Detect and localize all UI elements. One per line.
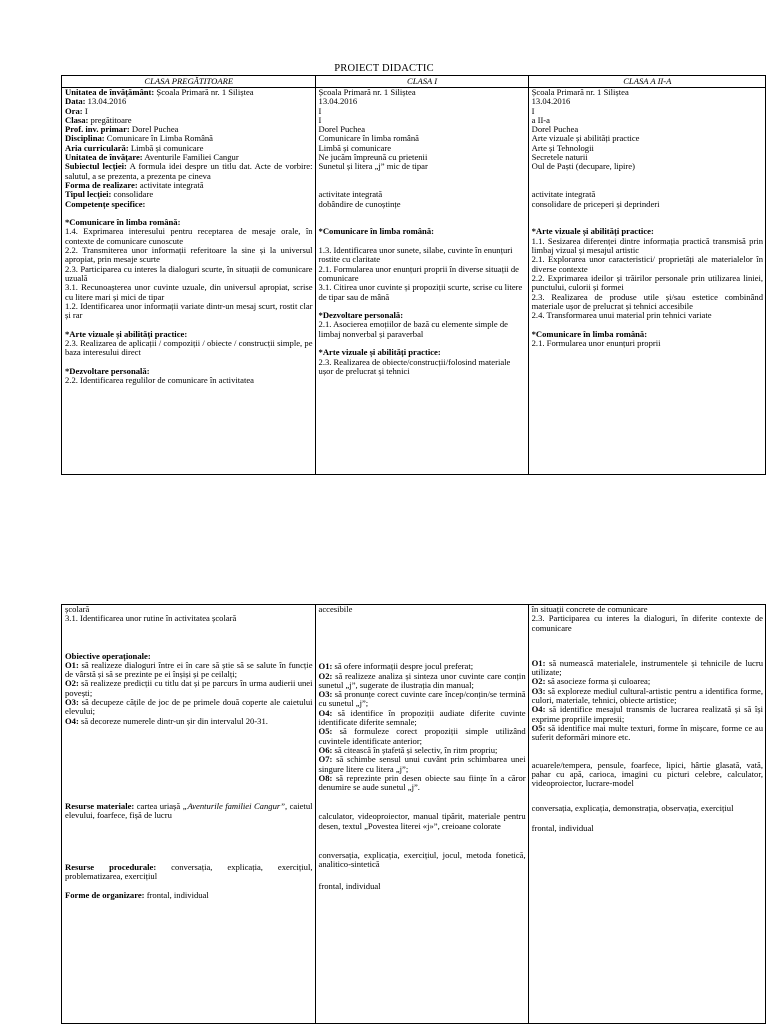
field-value: 2.2. Identificarea regulilor de comunicare în activitatea <box>65 375 254 386</box>
field-line: activitate integrată <box>318 189 383 200</box>
objective-text: să exploreze mediul cultural-artistic pentru a identifica forme, culori, materiale, tehnici, obiecte artistice; <box>531 685 763 706</box>
objective-key: O4: <box>318 707 333 718</box>
field-line: Secretele naturii <box>531 152 588 163</box>
field-line: *Arte vizuale și abilități practice: <box>318 347 441 358</box>
field-value: I <box>82 105 88 116</box>
objective-item <box>65 661 313 680</box>
field-line <box>65 376 313 385</box>
field-label: *Arte vizuale și abilități practice: <box>65 328 188 339</box>
objective-text: să citească în ștafetă și selectiv, în ritm propriu; <box>332 744 498 755</box>
objective-item <box>532 687 763 706</box>
objective-text: să schimbe sensul unui cuvânt prin schimbarea unei singure litere cu litera „j”; <box>318 754 526 774</box>
field-label: Data: <box>65 96 86 107</box>
resources-procedural: conversația, explicația, demonstrația, observația, exercițiul <box>531 803 734 814</box>
field-line: Arte și Tehnologii <box>531 142 594 153</box>
resources-procedural: Resurse procedurale: conversația, explicația, exercițiul, problematizarea, exercițiul <box>65 861 313 881</box>
resources-materials: Resurse materiale: cartea uriașă „Aventurile familiei Cangur”, caietul elevului, foarfece, fișă de lucru <box>65 800 313 821</box>
header-clasa-2: CLASA A II-A <box>528 76 765 88</box>
objective-item <box>319 690 526 709</box>
objective-key: O2: <box>65 678 79 689</box>
objective-text: să identifice mesajul transmis de lucrarea realizată și să își exprime propriile impresii; <box>531 704 763 724</box>
field-line <box>65 302 313 321</box>
objective-key: O3: <box>65 697 79 708</box>
cont-line: 2.3. Participarea cu interes la dialoguri, în diferite contexte de comunicare <box>531 613 763 633</box>
column-clasa-1 <box>315 88 528 475</box>
field-label: *Comunicare în limba română: <box>65 217 181 228</box>
lesson-table-bottom <box>61 604 766 1024</box>
field-line: Arte vizuale și abilități practice <box>531 133 640 144</box>
objective-item <box>319 672 526 691</box>
header-clasa-1: CLASA I <box>315 76 528 88</box>
field-value: 1.2. Identificarea unor informații variate dintr-un mesaj scurt, rostit clar și rar <box>65 300 313 321</box>
objective-key: O1: <box>65 659 79 670</box>
page-title: PROIECT DIDACTIC <box>334 63 434 74</box>
cont-line: accesibile <box>318 604 353 614</box>
field-value: Limbă și comunicare <box>128 142 204 153</box>
objective-item <box>319 727 526 746</box>
column-clasa-2-cont <box>528 605 765 1024</box>
field-label: Tipul lecției: <box>65 189 112 200</box>
field-line: 2.4. Transformarea unui material prin tehnici variate <box>531 310 712 321</box>
field-line: 1.3. Identificarea unor sunete, silabe, cuvinte în enunțuri rostite cu claritate <box>318 245 513 265</box>
field-label: Forma de realizare: <box>65 179 138 190</box>
column-pregatitoare-cont <box>62 605 316 1024</box>
field-line: dobândire de cunoștințe <box>318 198 401 209</box>
objective-key: O5: <box>318 726 333 737</box>
field-line: *Dezvoltare personală: <box>318 310 404 321</box>
field-value: 3.1. Recunoașterea unor cuvinte uzuale, din universul apropiat, scrise cu litere mari și mici de tipar <box>65 282 313 302</box>
objective-item <box>65 698 313 717</box>
field-value: pregătitoare <box>88 114 132 125</box>
organization-forms: frontal, individual <box>318 880 381 891</box>
field-line: Comunicare în limba română <box>318 133 419 144</box>
field-line: 2.3. Realizarea de obiecte/construcții/folosind materiale ușor de prelucrat și tehnici <box>318 356 511 376</box>
field-line: Oul de Paști (decupare, lipire) <box>531 161 635 172</box>
field-line <box>65 283 313 302</box>
field-line <box>65 265 313 284</box>
field-line <box>532 172 763 181</box>
organization-forms: Forme de organizare: frontal, individual <box>65 890 209 901</box>
field-line: Ne jucăm împreună cu prietenii <box>318 152 428 163</box>
field-label: Subiectul lecției: <box>65 161 127 172</box>
field-line: 2.1. Formularea unor enunțuri proprii <box>531 338 661 349</box>
field-value: 13.04.2016 <box>85 96 127 107</box>
field-label: Unitatea de învățământ: <box>65 87 155 97</box>
field-line: 13.04.2016 <box>531 96 571 107</box>
field-line: I <box>318 105 322 116</box>
objective-key: O4: <box>531 704 546 715</box>
field-line: Dorel Puchea <box>318 124 366 135</box>
objective-text: să reprezinte prin desen obiecte sau ființe în a căror denumire se aude sunetul „j”. <box>318 772 526 793</box>
field-line: 2.1. Explorarea unor caracteristici/ proprietăți ale materialelor în diverse contexte <box>531 254 763 274</box>
field-line: Limbă și comunicare <box>318 142 392 153</box>
field-label: Aria curriculară: <box>65 142 129 153</box>
field-line: I <box>531 105 535 116</box>
objective-key: O2: <box>318 670 333 681</box>
field-line: 1.1. Sesizarea diferenței dintre informația practică transmisă prin limbaj vizual și mesajul artistic <box>531 235 763 256</box>
objectives-list <box>319 662 526 792</box>
field-value: activitate integrată <box>137 179 204 190</box>
field-value: Comunicare în Limba Română <box>104 133 213 144</box>
column-clasa-1-cont <box>315 605 528 1024</box>
field-value: A formula idei despre un titlu dat. Acte de vorbire: salutul, a se prezenta, a prezenta pe cineva <box>65 161 313 181</box>
field-value: 2.2. Transmiterea unor informații referitoare la sine și la universul apropiat, prin mesaje scurte <box>65 245 313 265</box>
objective-text: să decoreze numerele dintr-un șir din intervalul 20-31. <box>78 715 268 726</box>
organization-forms: frontal, individual <box>531 822 594 833</box>
field-line: Dorel Puchea <box>531 124 579 135</box>
objective-key: O7: <box>318 754 333 765</box>
objective-key: O3: <box>531 685 546 696</box>
objectives-list <box>65 661 313 726</box>
field-line <box>532 209 763 218</box>
objective-item <box>65 717 313 726</box>
field-label: Prof. inv. primar: <box>65 124 130 135</box>
field-line: 2.1. Formularea unor enunțuri proprii în diverse situații de comunicare <box>318 263 519 283</box>
field-line: consolidare de priceperi și deprinderi <box>531 198 660 209</box>
field-line: 2.1. Asocierea emoțiilor de bază cu elemente simple de limbaj nonverbal și paraverbal <box>318 319 508 339</box>
field-line <box>65 339 313 358</box>
field-value: Școala Primară nr. 1 Siliștea <box>154 87 254 97</box>
field-line: I <box>318 114 322 125</box>
field-label: Clasa: <box>65 114 89 125</box>
field-line: 2.3. Realizarea de produse utile și/sau estetice combinând materiale ușor de prelucrat și tehnici accesibile <box>531 291 763 311</box>
field-label: Ora: <box>65 105 83 116</box>
resources-procedural: conversația, explicația, exercițiul, jocul, metoda fonetică, analitico-sintetică <box>318 850 526 870</box>
field-line: 3.1. Citirea unor cuvinte și propoziții scurte, scrise cu litere de tipar sau de mână <box>318 282 523 302</box>
objective-key: O2: <box>531 676 546 687</box>
objective-item <box>319 774 526 793</box>
objective-key: O4: <box>65 715 79 726</box>
objective-text: să realizeze dialoguri între ei în care să știe să se salute în funcție de vârstă și să se prezinte pe ei înșiși și pe ceilalți; <box>65 659 313 680</box>
field-label: *Dezvoltare personală: <box>65 365 150 376</box>
field-value: Aventurile Familiei Cangur <box>142 152 239 163</box>
field-label: Competențe specifice: <box>65 198 146 209</box>
column-pregatitoare <box>62 88 316 475</box>
field-line <box>65 246 313 265</box>
column-clasa-2 <box>528 88 765 475</box>
objective-text: să asocieze forma și culoarea; <box>545 676 651 687</box>
objective-item <box>532 705 763 724</box>
objective-text: să numească materialele, instrumentele și tehnicile de lucru utilizate; <box>531 657 763 678</box>
cont-line: 3.1. Identificarea unor rutine în activitatea școlară <box>65 613 237 624</box>
lesson-table-top <box>61 75 766 475</box>
objectives-title: Obiective operaționale: <box>65 650 151 661</box>
field-line: *Arte vizuale și abilități practice: <box>531 226 654 237</box>
field-value: consolidare <box>111 189 154 200</box>
resources-materials: acuarele/tempera, pensule, foarfece, lipici, hârtie glasată, vată, pahar cu apă, carioca, imagini cu picturi celebre, calculator, videoproiector, lucrare-model <box>531 759 763 789</box>
field-line: a II-a <box>531 114 550 125</box>
objective-key: O5: <box>531 722 546 733</box>
header-pregatitoare: CLASA PREGĂTITOARE <box>62 76 316 88</box>
field-line <box>319 172 526 181</box>
field-line: activitate integrată <box>531 189 596 200</box>
field-line <box>65 97 313 106</box>
objective-key: O1: <box>531 657 546 668</box>
objective-text: să identifice mai multe texturi, forme în mișcare, forme ce au suferit deformări minore etc. <box>531 722 763 743</box>
field-line <box>319 209 526 218</box>
objective-key: O8: <box>318 772 333 783</box>
field-label: Unitatea de învățare: <box>65 152 143 163</box>
objective-text: să realizeze analiza și sinteza unor cuvinte care conțin sunetul „j”, sugerate de ilustrația din manual; <box>318 670 526 690</box>
cont-line: în situații concrete de comunicare <box>531 604 648 614</box>
objective-text: să decupeze cățile de joc de pe primele două coperte ale caietului elevului; <box>65 697 313 717</box>
field-line: *Comunicare în limba română: <box>531 328 648 339</box>
field-value: 2.3. Participarea cu interes la dialoguri scurte, în situații de comunicare uzuală <box>65 263 313 283</box>
objective-text: să identifice în propoziții audiate diferite cuvinte identificate diferite semnale; <box>318 707 526 728</box>
objective-key: O1: <box>318 661 333 672</box>
field-line <box>65 162 313 181</box>
cont-line: școlară <box>65 604 90 614</box>
objective-item <box>319 709 526 728</box>
field-line: *Comunicare în limba română: <box>318 226 434 237</box>
field-line: Școala Primară nr. 1 Siliștea <box>318 87 416 97</box>
field-line: 13.04.2016 <box>318 96 358 107</box>
objective-key: O6: <box>318 744 333 755</box>
objective-item <box>532 659 763 678</box>
field-label: Disciplina: <box>65 133 105 144</box>
field-value: 2.3. Realizarea de aplicații / compoziții / obiecte / construcții simple, pe baza interesului direct <box>65 338 313 358</box>
objective-key: O3: <box>318 689 333 700</box>
resources-materials: calculator, videoproiector, manual tipărit, materiale pentru desen, textul „Povestea literei «j»”, creioane colorate <box>318 811 526 831</box>
objective-item <box>65 679 313 698</box>
field-line: 2.2. Exprimarea ideilor și trăirilor personale prin utilizarea liniei, punctului, culorii și formei <box>531 272 763 293</box>
field-line: Școala Primară nr. 1 Siliștea <box>531 87 629 97</box>
objective-item <box>319 755 526 774</box>
objective-item <box>532 724 763 743</box>
objective-text: să ofere informații despre jocul preferat; <box>332 661 474 672</box>
objective-text: să realizeze predicții cu titlu dat și pe parcurs în urma audierii unei povești; <box>65 678 313 698</box>
objective-text: să pronunțe corect cuvinte care încep/conțin/se termină cu sunetul „j”; <box>318 689 526 709</box>
objective-text: să formuleze corect propoziții simple utilizând cuvintele identificate anterior; <box>318 726 526 746</box>
field-value: 1.4. Exprimarea interesului pentru receptarea de mesaje orale, în contexte de comunicare cunoscute <box>65 226 313 246</box>
field-line: Sunetul și litera „j” mic de tipar <box>318 161 428 172</box>
field-value: Dorel Puchea <box>129 124 179 135</box>
field-line <box>65 200 313 209</box>
field-line <box>65 227 313 246</box>
objectives-list <box>532 659 763 743</box>
